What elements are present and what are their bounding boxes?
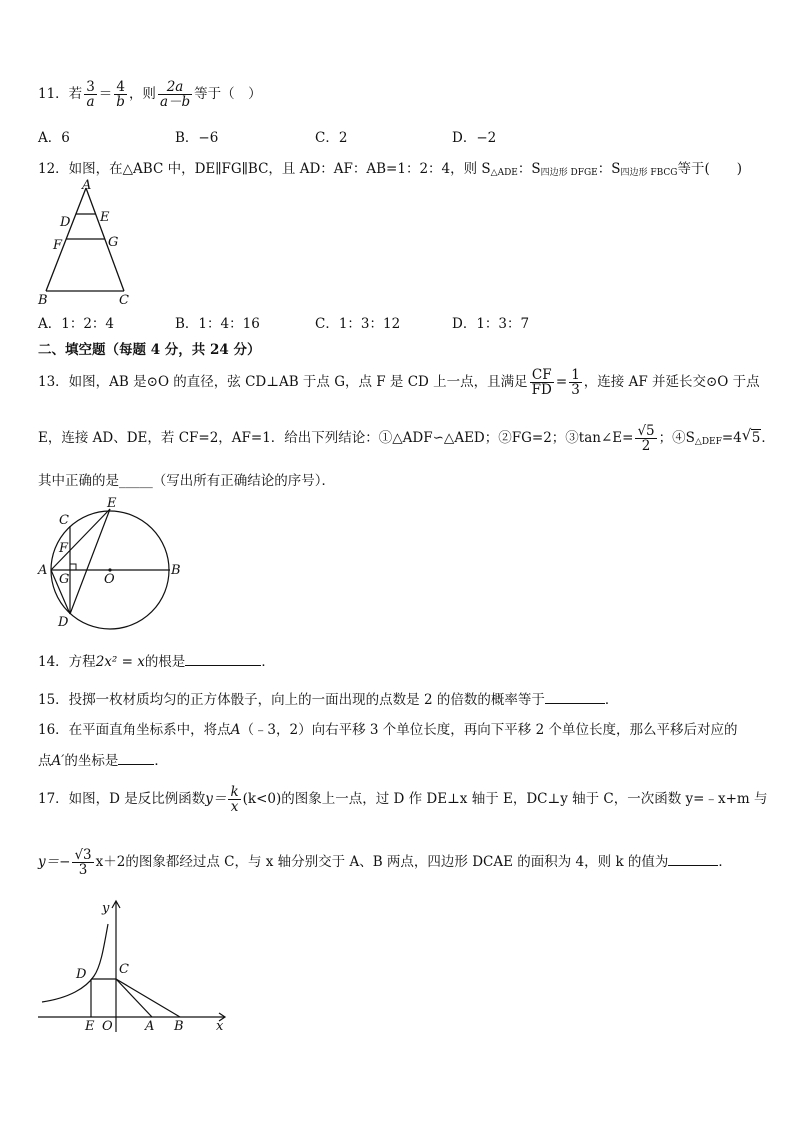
question-17-line-1: 17．如图，D 是反比例函数y＝ $\frac{k}{x}$ (k<0)的图象上一点，过 D 作 DE⊥x 轴于 E，DC⊥y 轴于 C，一次函数 y=﹣x+m 与 [38,784,768,816]
q13-label-g: G [59,572,70,587]
q11-number: 11．若 [38,86,83,103]
q13-label-f: F [59,541,69,556]
q12-label-a: A [82,178,92,193]
q12-label-g: G [108,235,119,250]
q11-option-b: B．−6 [175,130,219,146]
question-15: 15．投掷一枚材质均匀的正方体骰子，向上的一面出现的点数是 2 的倍数的概率等于 ． [38,692,619,708]
q17-fraction-k-over-x: $\frac{k}{x}$ [230,784,239,816]
q13-fraction-1-3: $\frac{1}{3}$ [571,367,580,399]
q12-option-c: C．1：3：12 [315,316,401,332]
q14-equation: 2x² = x [95,654,145,670]
q13-label-e: E [107,496,117,511]
q12-option-d: D．1：3：7 [452,316,530,332]
q12-label-c: C [119,293,129,306]
q13-label-o: O [104,572,115,587]
q12-label-f: F [53,238,63,253]
q17-label-e: E [85,1019,95,1034]
question-13-line-3: 其中正确的是_____（写出所有正确结论的序号）． [38,473,335,489]
q13-fraction-sqrt5-over-2: $\frac{√5}{2}$ [637,423,655,455]
q17-label-o: O [102,1019,113,1034]
q13-sqrt-5: √ 5 [741,426,761,447]
q12-label-d: D [60,215,71,230]
q12-label-b: B [38,293,48,306]
q17-answer-blank [668,853,718,866]
q14-answer-blank [185,653,261,666]
q13-circle-figure [32,494,192,634]
q12-label-e: E [100,210,110,225]
q13-label-a: A [38,563,48,578]
q17-graph-figure [34,896,234,1038]
q17-label-d: D [76,967,87,982]
q11-fraction-3-over-a: $\frac{3}{a}$ [86,79,95,111]
q17-label-b: B [174,1019,184,1034]
q13-label-c: C [59,513,69,528]
q13-label-b: B [171,563,181,578]
q17-label-a: A [145,1019,155,1034]
q11-fraction-2a-over-a-minus-b: $\frac{2a}{a-b}$ [159,79,191,111]
q13-label-d: D [58,615,69,630]
question-17-line-2: y＝− $\frac{√3}{3}$ x＋2的图象都经过点 C，与 x 轴分别交于 A、B 两点，四边形 DCAE 的面积为 4，则 k 的值为 ． [38,847,732,879]
q12-option-a: A．1：2：4 [38,316,115,332]
question-13-line-1: 13．如图，AB 是⊙O 的直径，弦 CD⊥AB 于点 G，点 F 是 CD 上一点，且满足 $\frac{CF}{FD}$ = $\frac{1}{3}$ ，连接 AF 并延长交⊙O 于点 [38,367,760,399]
question-12: 12．如图，在△ABC 中，DE∥FG∥BC，且 AD：AF：AB=1：2：4，则 $S_{\triangle ADE}$：$S_{四边形 DFGE}$：$S_{四边形 FBCG}$等于( ) [38,161,742,178]
q17-label-x: x [216,1019,224,1034]
q12-triangle-figure [34,178,144,306]
q11-option-d: D．−2 [452,130,497,146]
q17-label-y: y [102,901,110,916]
q11-option-c: C．2 [315,130,348,146]
question-16-line-2: 点A′的坐标是 ． [38,753,168,769]
question-13-line-2: E，连接 AD、DE，若 CF=2，AF=1．给出下列结论：①△ADF∽△AED；②FG=2；③tan∠E= $\frac{√5}{2}$ ；$④S_{\triangle DEF}=4$ √ 5． [38,423,775,455]
question-14: 14．方程2x² = x的根是 ． [38,654,275,670]
question-11: 11．若 $\frac{3}{a}$ ＝ $\frac{4}{b}$ ，则 $\frac{2a}{a-b}$ 等于（ ） [38,79,262,111]
q11-option-a: A．6 [38,130,70,146]
section-2-heading: 二、填空题（每题 4 分，共 24 分） [38,342,261,358]
q17-label-c: C [119,962,129,977]
q17-fraction-sqrt3-over-3: $\frac{√3}{3}$ [74,847,92,879]
question-16-line-1: 16．在平面直角坐标系中，将点A（﹣3，2）向右平移 3 个单位长度，再向下平移 2 个单位长度，那么平移后对应的 [38,722,738,738]
q13-fraction-cf-fd: $\frac{CF}{FD}$ [531,367,552,399]
q12-option-b: B．1：4：16 [175,316,260,332]
q16-answer-blank [118,752,154,765]
q15-answer-blank [545,691,605,704]
q11-fraction-4-over-b: $\frac{4}{b}$ [116,79,125,111]
